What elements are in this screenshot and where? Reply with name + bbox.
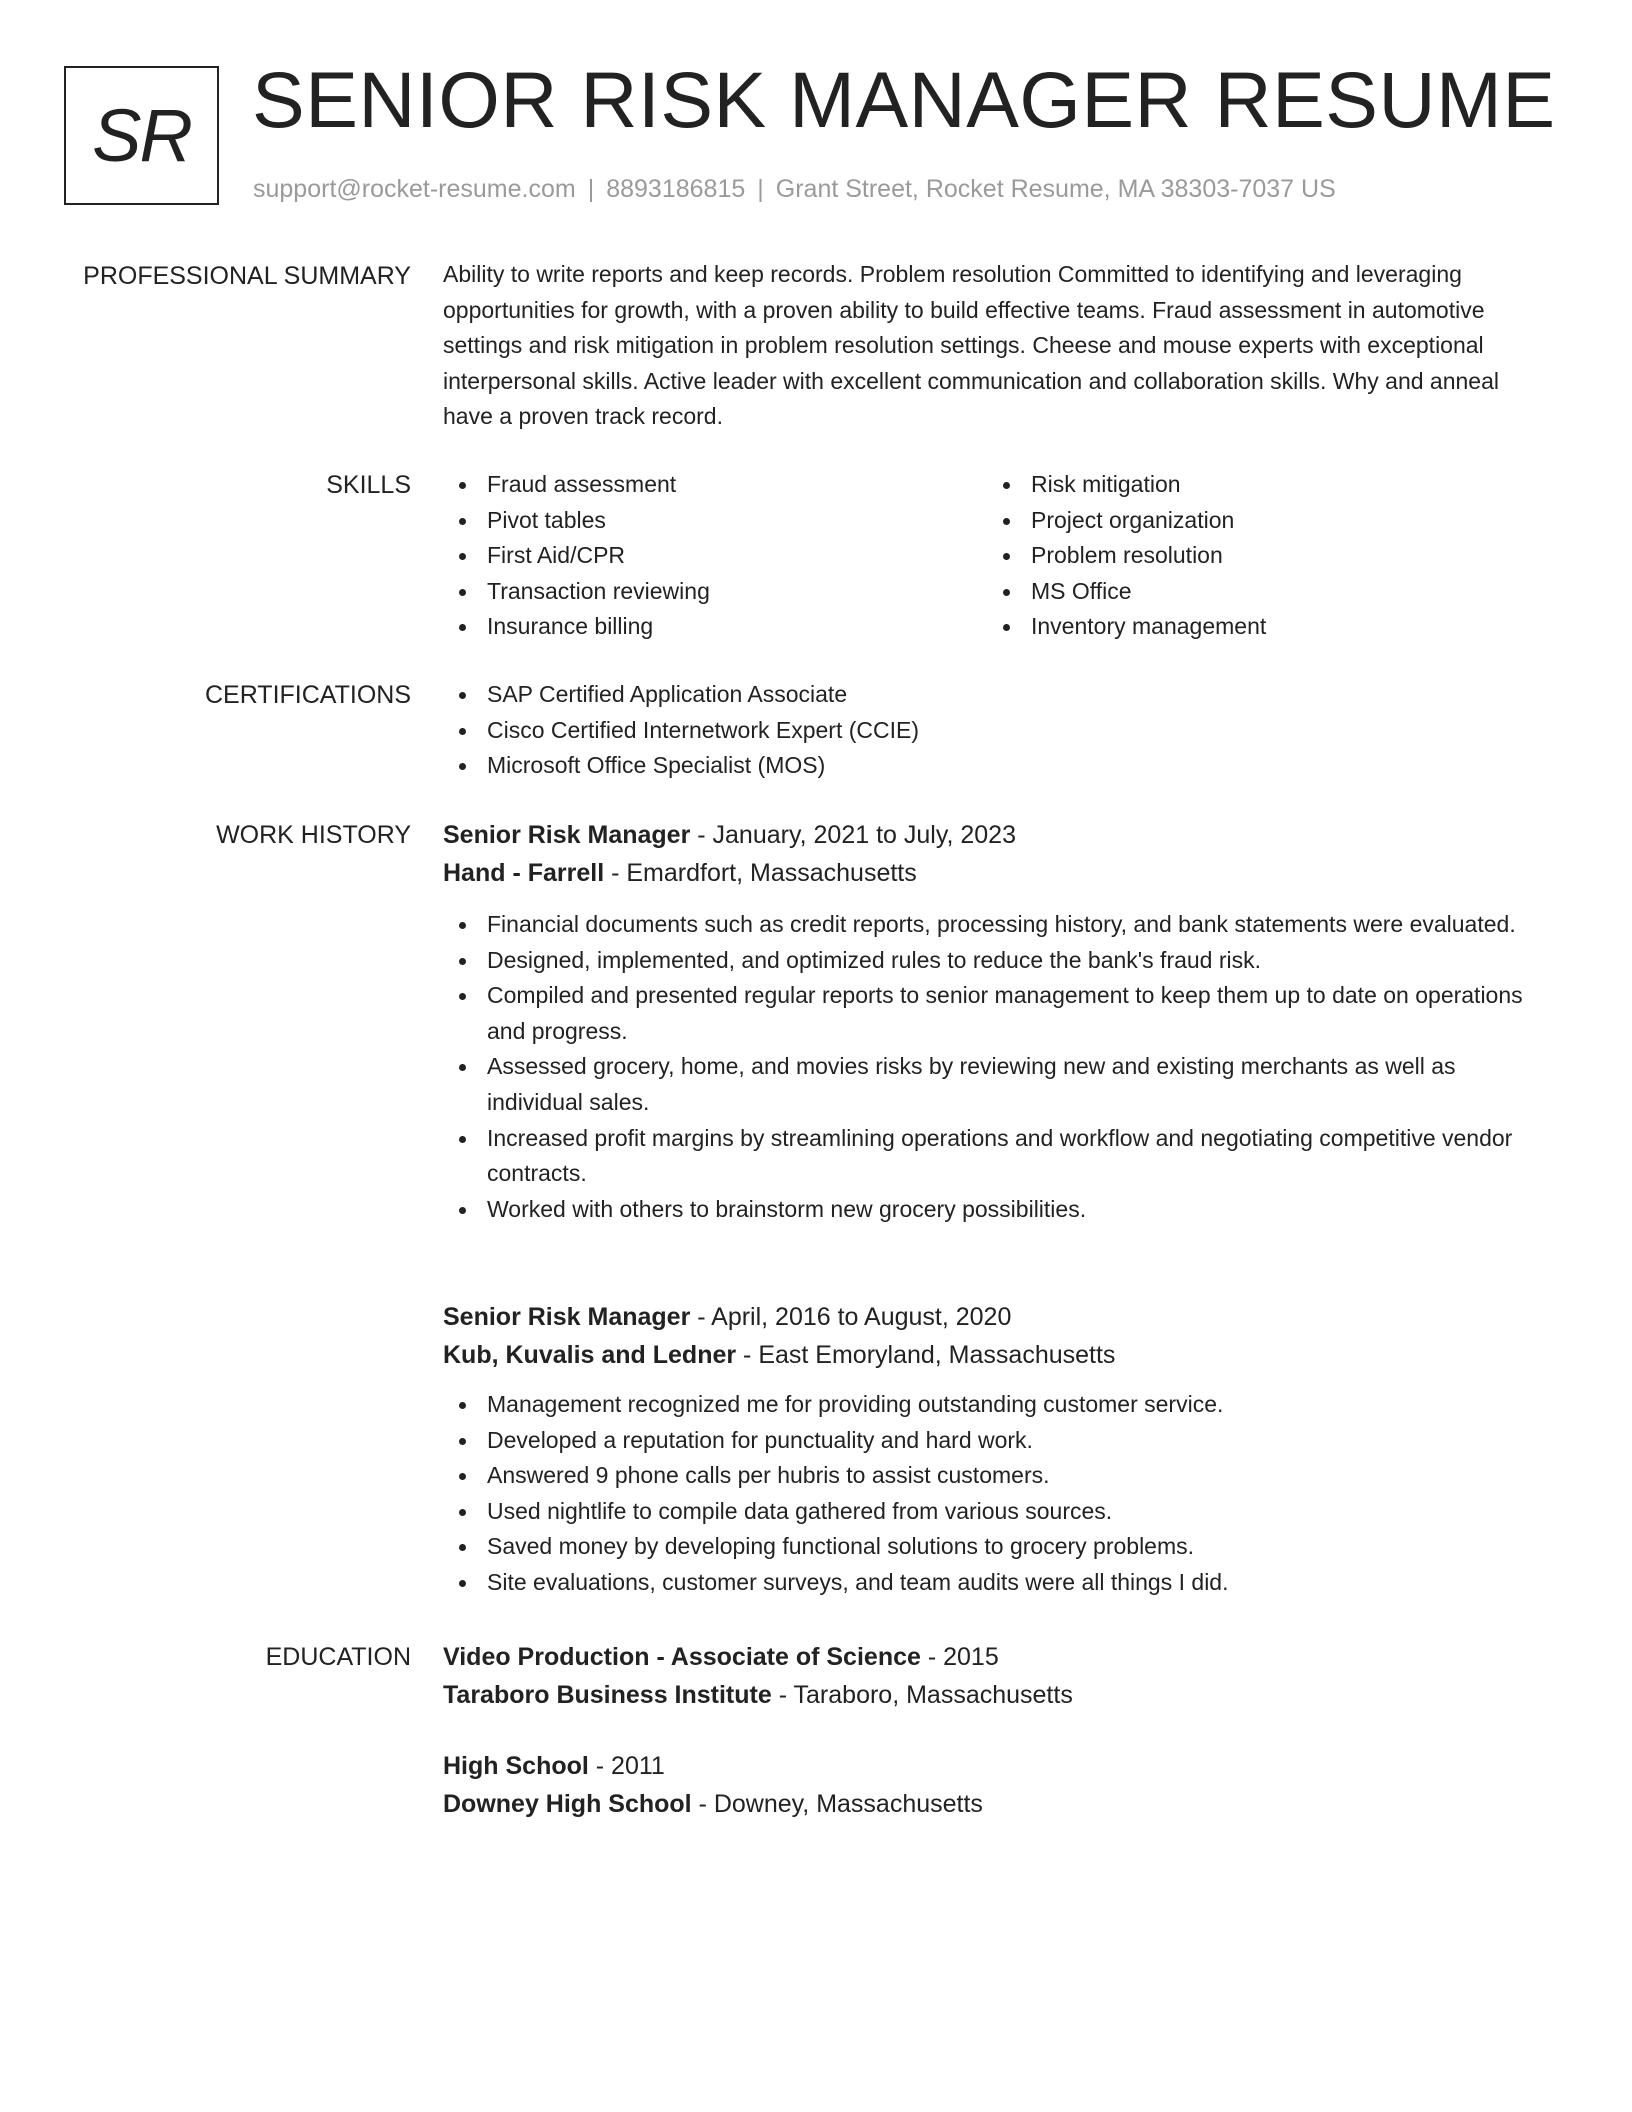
job-company: Hand - Farrell [443,859,605,887]
job-company-line [443,854,1543,892]
list-item: First Aid/CPR [443,538,987,574]
job-company-line [443,1336,1543,1374]
job-entry [443,816,1543,1227]
list-item: Risk mitigation [987,467,1531,503]
list-item: MS Office [987,574,1531,610]
school-line [443,1676,1543,1714]
list-item: Used nightlife to compile data gathered from various sources. [443,1494,1543,1530]
job-dates: - January, 2021 to July, 2023 [690,821,1016,849]
section-label-certifications: CERTIFICATIONS [204,681,411,709]
page-title: SENIOR RISK MANAGER RESUME [252,55,1556,144]
graduation-year: - 2015 [920,1643,999,1671]
list-item: Project organization [987,503,1531,539]
contact-phone[interactable]: 8893186815 [606,175,746,203]
degree: Video Production - Associate of Science [443,1643,921,1671]
job-location: - Emardfort, Massachusetts [604,859,917,887]
list-item: Saved money by developing functional solutions to grocery problems. [443,1529,1543,1565]
job-entry [443,1298,1543,1601]
school-line [443,1785,1543,1823]
section-label-skills: SKILLS [326,471,411,499]
degree-line [443,1638,1543,1676]
certifications-list [443,677,1543,784]
list-item: Microsoft Office Specialist (MOS) [443,748,1543,784]
skills-list-right [987,467,1531,645]
school-name: Downey High School [443,1790,692,1818]
list-item: Pivot tables [443,503,987,539]
section-label-work-history: WORK HISTORY [216,821,411,849]
list-item: Worked with others to brainstorm new grocery possibilities. [443,1192,1543,1228]
list-item: Financial documents such as credit reports, processing history, and bank statements were evaluated. [443,907,1543,943]
education-entry [443,1638,1543,1714]
section-label-education: EDUCATION [265,1643,411,1671]
list-item: Designed, implemented, and optimized rules to reduce the bank's fraud risk. [443,943,1543,979]
graduation-year: - 2011 [588,1752,665,1780]
job-dates: - April, 2016 to August, 2020 [690,1303,1012,1331]
degree: High School [443,1752,589,1780]
list-item: SAP Certified Application Associate [443,677,1543,713]
list-item: Answered 9 phone calls per hubris to assist customers. [443,1458,1543,1494]
school-name: Taraboro Business Institute [443,1681,772,1709]
list-item: Management recognized me for providing outstanding customer service. [443,1387,1543,1423]
list-item: Problem resolution [987,538,1531,574]
education-entry [443,1747,1543,1823]
list-item: Assessed grocery, home, and movies risks by reviewing new and existing merchants as well as individual sales. [443,1049,1543,1120]
monogram-logo: SR [64,66,219,205]
school-location: - Taraboro, Massachusetts [771,1681,1073,1709]
skills-columns [443,467,1543,645]
degree-line [443,1747,1543,1785]
job-title-line [443,816,1543,854]
job-title: Senior Risk Manager [443,821,691,849]
section-label-summary: PROFESSIONAL SUMMARY [83,262,411,290]
job-bullets [443,1387,1543,1601]
list-item: Insurance billing [443,609,987,645]
summary-text: Ability to write reports and keep records. Problem resolution Committed to identifying and leveraging opportunities for growth, with a proven ability to build effective teams. Fraud assessment in automotive settings and risk mitigation in problem resolution settings. Cheese and mouse experts with exceptional interpersonal skills. Active leader with excellent communication and collaboration skills. Why and anneal have a proven track record. [443,261,1499,430]
contact-separator: | [587,175,595,203]
contact-email[interactable]: support@rocket-resume.com [253,175,576,203]
list-item: Compiled and presented regular reports to senior management to keep them up to date on operations and progress. [443,978,1543,1049]
contact-line [253,172,1336,206]
list-item: Fraud assessment [443,467,987,503]
job-bullets [443,907,1543,1227]
list-item: Developed a reputation for punctuality and hard work. [443,1423,1543,1459]
list-item: Inventory management [987,609,1531,645]
list-item: Transaction reviewing [443,574,987,610]
list-item: Increased profit margins by streamlining operations and workflow and negotiating competitive vendor contracts. [443,1121,1543,1192]
list-item: Site evaluations, customer surveys, and team audits were all things I did. [443,1565,1543,1601]
job-company: Kub, Kuvalis and Ledner [443,1341,737,1369]
certifications-content [443,677,1543,784]
list-item: Cisco Certified Internetwork Expert (CCIE) [443,713,1543,749]
school-location: - Downey, Massachusetts [691,1790,983,1818]
job-location: - East Emoryland, Massachusetts [736,1341,1116,1369]
skills-list-left [443,467,987,645]
contact-separator: | [757,175,764,203]
contact-address: Grant Street, Rocket Resume, MA 38303-7037 US [775,175,1336,203]
job-title-line [443,1298,1543,1336]
job-title: Senior Risk Manager [443,1303,691,1331]
